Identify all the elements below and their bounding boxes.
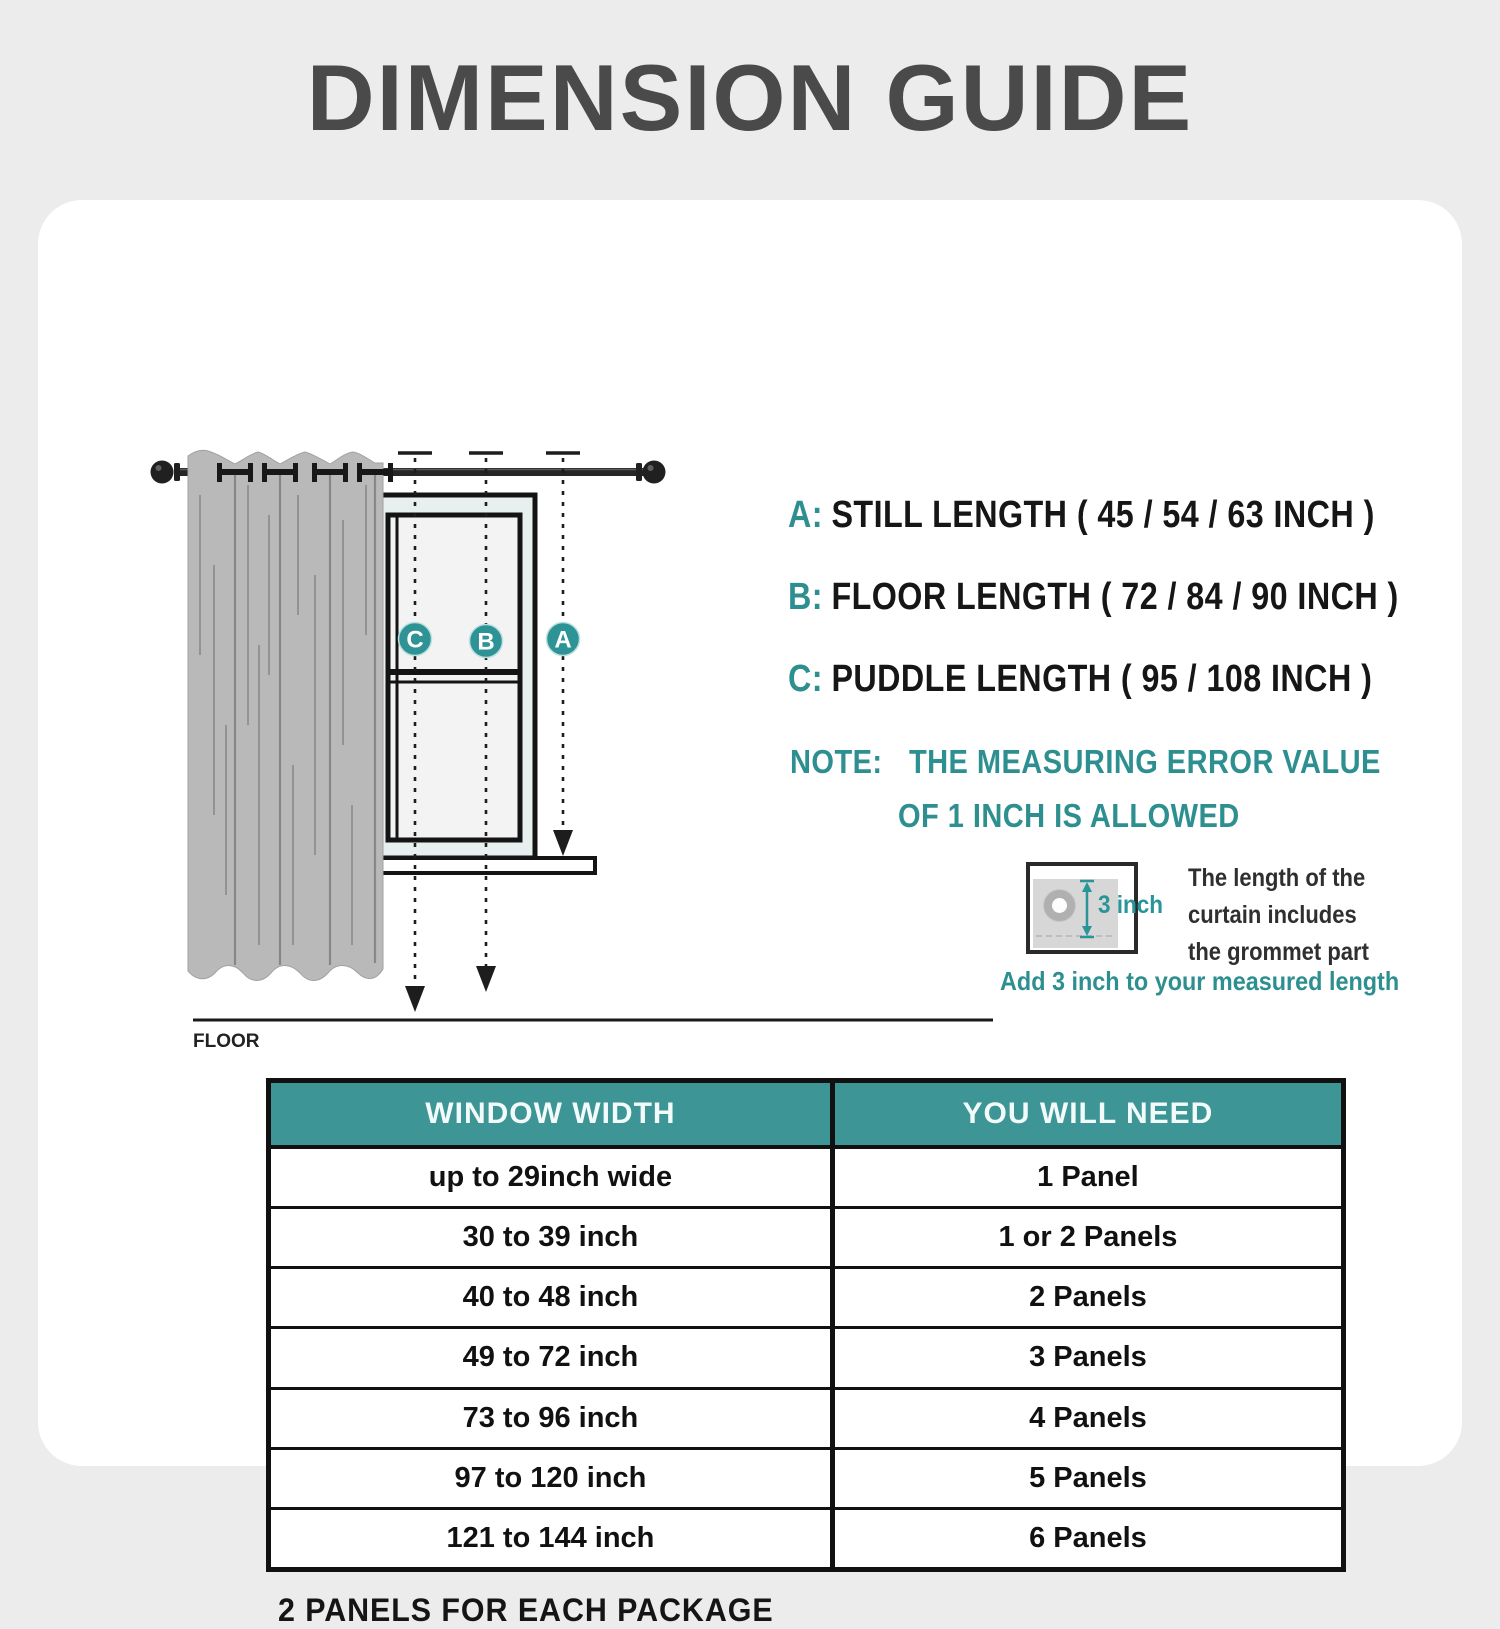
note-label: NOTE:: [790, 743, 883, 780]
table-row: [271, 1450, 1341, 1510]
legend-c-text: PUDDLE LENGTH ( 95 / 108 INCH ): [831, 658, 1373, 700]
marker-c-label: C: [406, 626, 424, 654]
page-title: DIMENSION GUIDE: [306, 45, 1194, 150]
table-cell-width: 30 to 39 inch: [271, 1209, 835, 1266]
table-cell-need: 1 Panel: [1037, 1161, 1139, 1194]
legend-puddle-length: [788, 658, 1372, 701]
grommet-arrow-label: 3 inch: [1098, 891, 1164, 919]
table-row: [271, 1269, 1341, 1329]
window-illustration: [371, 495, 595, 873]
legend-a-text: STILL LENGTH ( 45 / 54 / 63 INCH ): [831, 494, 1375, 536]
table-row: [271, 1390, 1341, 1450]
table-cell-need: 6 Panels: [1029, 1521, 1147, 1554]
table-cell-need: 3 Panels: [1029, 1341, 1147, 1374]
grommet-desc-line-2: curtain includes: [1188, 901, 1357, 929]
note-line-1: [790, 743, 1381, 781]
table-header-you-will-need: YOU WILL NEED: [835, 1083, 1341, 1145]
table-cell-width: 40 to 48 inch: [271, 1269, 835, 1326]
note-text-1: THE MEASURING ERROR VALUE: [908, 743, 1381, 780]
three-inch-arrow-icon: [1078, 879, 1096, 939]
note-line-2: OF 1 INCH IS ALLOWED: [898, 797, 1240, 834]
legend-b-text: FLOOR LENGTH ( 72 / 84 / 90 INCH ): [831, 576, 1399, 618]
table-cell-need: 5 Panels: [1029, 1461, 1147, 1494]
rod-finial-right: [643, 461, 666, 484]
rod-finial-left: [151, 461, 174, 484]
grommet-ring-icon: [1044, 890, 1075, 921]
table-row: [271, 1209, 1341, 1269]
grommet-desc-line-1: The length of the: [1188, 864, 1366, 892]
table-row: [271, 1510, 1341, 1567]
grommet-stitch-line: [1036, 935, 1112, 937]
table-header-row: [271, 1083, 1341, 1149]
measure-markers: [399, 623, 580, 658]
legend-floor-length: [788, 576, 1399, 619]
table-row: [271, 1149, 1341, 1209]
content-card: [38, 200, 1462, 1628]
window-sill: [371, 858, 595, 873]
panel-size-table: [266, 1078, 1346, 1572]
table-cell-width: 97 to 120 inch: [271, 1450, 835, 1507]
marker-b-label: B: [477, 628, 495, 656]
table-row: [271, 1329, 1341, 1389]
floor-label: FLOOR: [193, 1031, 260, 1052]
grommet-description: [1188, 860, 1369, 971]
legend-still-length: [788, 494, 1375, 537]
table-cell-need: 4 Panels: [1029, 1401, 1147, 1434]
table-cell-need: 2 Panels: [1029, 1281, 1147, 1314]
legend-b-key: B:: [788, 576, 823, 618]
marker-a-label: A: [554, 626, 572, 654]
table-cell-need: 1 or 2 Panels: [998, 1221, 1178, 1254]
table-cell-width: 121 to 144 inch: [271, 1510, 835, 1567]
curtain-panel: [188, 450, 393, 980]
grommet-tip: Add 3 inch to your measured length: [1000, 966, 1400, 996]
grommet-figure: [1026, 862, 1164, 954]
legend-a-key: A:: [788, 494, 823, 536]
table-header-window-width: WINDOW WIDTH: [271, 1083, 835, 1145]
table-cell-width: up to 29inch wide: [271, 1149, 835, 1206]
table-cell-width: 49 to 72 inch: [271, 1329, 835, 1386]
grommet-desc-line-3: the grommet part: [1188, 938, 1369, 966]
legend-c-key: C:: [788, 658, 823, 700]
package-note: 2 PANELS FOR EACH PACKAGE: [278, 1592, 774, 1628]
table-cell-width: 73 to 96 inch: [271, 1390, 835, 1447]
